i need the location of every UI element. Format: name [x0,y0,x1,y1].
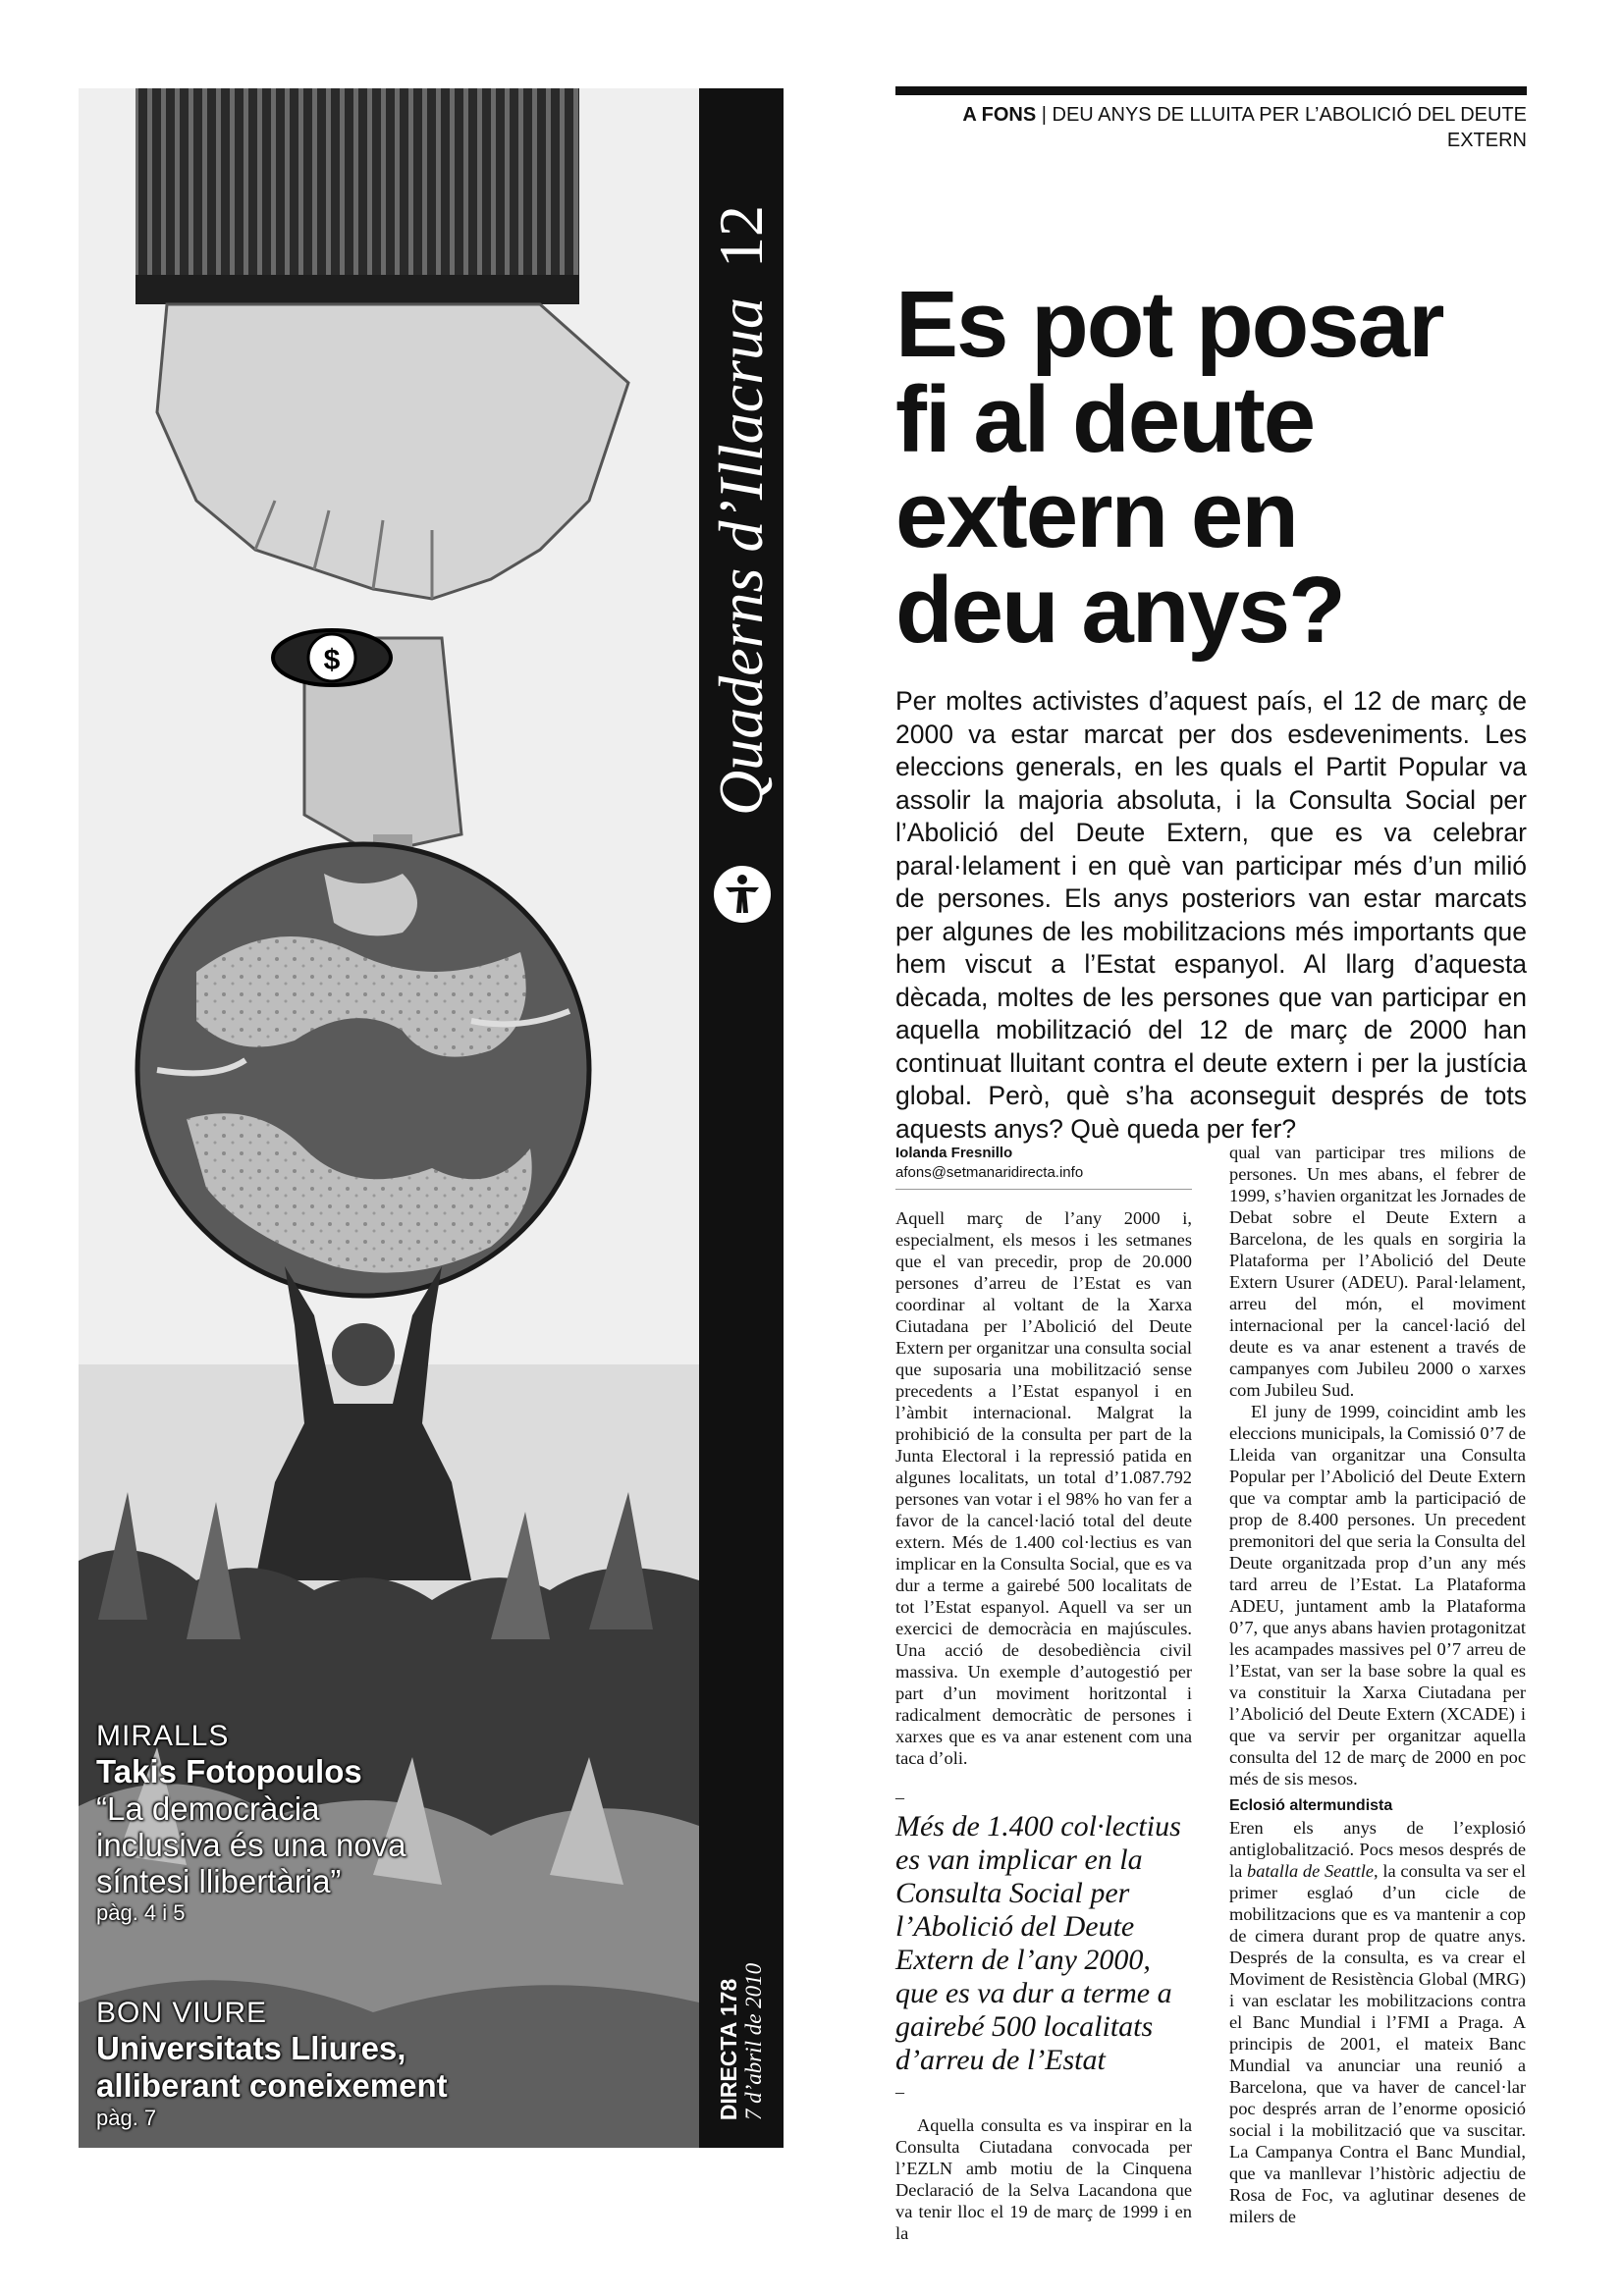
headline-line: deu anys? [895,558,1344,663]
body-paragraph: Aquella consulta es va inspirar en la Consulta Ciutadana convocada per l’EZLN amb motiu de la Cinquena Declaració de la Selva Lacandona que va tenir lloc el 19 de març de 1999 i en la [895,2115,1192,2243]
teaser-kicker: MIRALLS [96,1720,230,1752]
section-label: A FONS [962,104,1037,126]
teaser-bon-viure[interactable] [96,1997,448,2132]
headline-line: Es pot posar [895,272,1443,377]
section-title: DEU ANYS DE LLUITA PER L’ABOLICIÓ DEL DEUTE EXTERN [1052,104,1527,151]
text-run: , la consulta va ser el primer esglaó d’un cicle de mobilitzacions que es va mantenir a cop de cimera durant prop de quatre anys. Després de la consulta, es va crear el Moviment de Resistència Global (MRG) i van esclatar les mobilitzacions contra el Banc Mundial i l’FMI a Praga. A principis de 2001, el mateix Banc Mundial va anunciar una reunió a Barcelona, que va haver de cancel·lar poc després arran de l’enorme oposició social i la mobilització que va suscitar. La Campanya Contra el Banc Mundial, que va manllevar l’històric adjectiu de Rosa de Foc, va aglutinar desenes de milers de [1229,1861,1526,2226]
issue-number: DIRECTA 178 [716,1978,741,2121]
issue-date: 7 d’abril de 2010 [741,1962,766,2121]
supplement-number: 12 [706,205,776,269]
text-run-italic: batalla de Seattle [1247,1861,1375,1881]
pullquote: Més de 1.400 col·lectius es van implicar en la Consulta Social per l’Abolició del Deute Extern de l’any 2000, que es va dur a terme a gairebé 500 localitats d’arreu de l’Estat [895,1810,1181,2076]
body-paragraph: qual van participar tres milions de persones. Un mes abans, el febrer de 1999, s’havien organitzat les Jornades de Debat sobre el Deute Extern a Barcelona, de les quals en sorgiria la Plataforma per l’Abolició del Deute Extern Usurer (ADEU). Paral·lelament, arreu del món, el moviment internacional per la cancel·lació del deute es va anar estenent a través de campanyes com Jubileu 2000 o xarxes com Jubileu Sud. [1229,1143,1526,1400]
body-paragraph: Aquell març de l’any 2000 i, especialment, els mesos i les setmanes que el van precedir, prop de 20.000 persones d’arreu de l’Estat es van coordinar al voltant de la Xarxa Ciutadana per l’Abolició del Deute Extern per organitzar una consulta social que suposaria una mobilització sense precedents a l’Estat espanyol i en l’àmbit internacional. Malgrat la prohibició de la consulta per part de la Junta Electoral i la repressió patida en algunes localitats, un total d’1.087.792 persones van votar i el 98% ho van fer a favor de la cancel·lació total del deute extern. Més de 1.400 col·lectius es van implicar en la Consulta Social, que es va dur a terme a gairebé 500 localitats de tot l’Estat espanyol. Aquell va ser un exercici de democràcia en majúscules. Una acció de desobediència civil massiva. Un exemple d’autogestió per part d’un moviment horitzontal i radicalment democràtic de persones i xarxes que es va anar estenent com una taca d’oli. [895,1208,1192,1768]
body-paragraph: El juny de 1999, coincidint amb les eleccions municipals, la Comissió 0’7 de Lleida van organitzar una Consulta Popular per l’Abolició del Deute Extern que va comptar amb la participació de prop de 8.400 persones. Un precedent premonitori del que seria la Consulta del Deute organitzada prop d’un any més tard arreu de l’Estat. La Plataforma ADEU, juntament amb la Plataforma 0’7, que anys abans havien protagonitzat les acampades massives pel 0’7 arreu de l’Estat, van ser la base sobre la qual es va constituir la Xarxa Ciutadana per l’Abolició del Deute Extern (XCADE) i que va servir per organitzar aquella consulta del 12 de març de 2000 en poc més de sis mesos. [1229,1402,1526,1789]
teaser-name: Takis Fotopoulos [96,1753,362,1789]
body-column-2 [1229,1142,1526,2227]
section-header [895,102,1527,153]
teaser-page: pàg. 4 i 5 [96,1900,186,1925]
body-paragraph [1229,1817,1526,2227]
ring-dollar-symbol: $ [323,644,341,676]
top-rule [895,86,1527,95]
headline-line: fi al deute [895,367,1315,472]
ring-icon [273,630,391,685]
teaser-page: pàg. 7 [96,2106,157,2130]
teaser-quote-line: “La democràcia [96,1790,320,1827]
issue-info [716,1963,767,2120]
section-separator: | [1041,104,1047,126]
pullquote-dash: – [895,2082,904,2102]
teaser-quote-line: inclusiva és una nova [96,1827,406,1863]
supplement-name: Quaderns d’Illacrua [706,297,776,816]
teaser-name-line: alliberant coneixement [96,2067,448,2104]
directa-logo-icon [712,864,773,925]
supplement-title [705,205,778,816]
teaser-name-line: Universitats Lliures, [96,2030,406,2066]
section-subhead: Eclosió altermundista [1229,1797,1393,1814]
globe-icon [137,844,589,1296]
article-headline [895,272,1527,663]
article-lead: Per moltes activistes d’aquest país, el 12 de març de 2000 va estar marcat per dos esdeveniments. Les eleccions generals, en les quals el Partit Popular va assolir la majoria absoluta, i la Consulta Social per l’Abolició del Deute Extern, que es va celebrar paral·lelament i en què van participar més d’un milió de persones. Els anys posteriors van estar marcats per algunes de les mobilitzacions més importants que hem viscut a l’Estat espanyol. Al llarg d’aquesta dècada, moltes de les persones que van participar en aquella mobilització del 12 de març de 2000 han continuat lluitant contra el deute extern i per la justícia global. Però, què s’ha aconseguit després de tots aquests anys? Què queda per fer? [895,686,1527,1144]
headline-line: extern en [895,462,1297,567]
byline-email[interactable]: afons@setmanaridirecta.info [895,1163,1192,1190]
teaser-quote-line: síntesi llibertària” [96,1863,342,1899]
sleeve [135,88,579,304]
body-column-1 [895,1144,1192,2244]
teaser-miralls[interactable] [96,1720,406,1927]
teaser-kicker: BON VIURE [96,1997,268,2029]
pullquote-dash: – [895,1788,904,1807]
byline-author: Iolanda Fresnillo [895,1145,1013,1161]
text-run: Eren els anys de l’explosió antiglobalització. Pocs mesos després de la [1229,1818,1526,1881]
byline [895,1144,1192,1190]
